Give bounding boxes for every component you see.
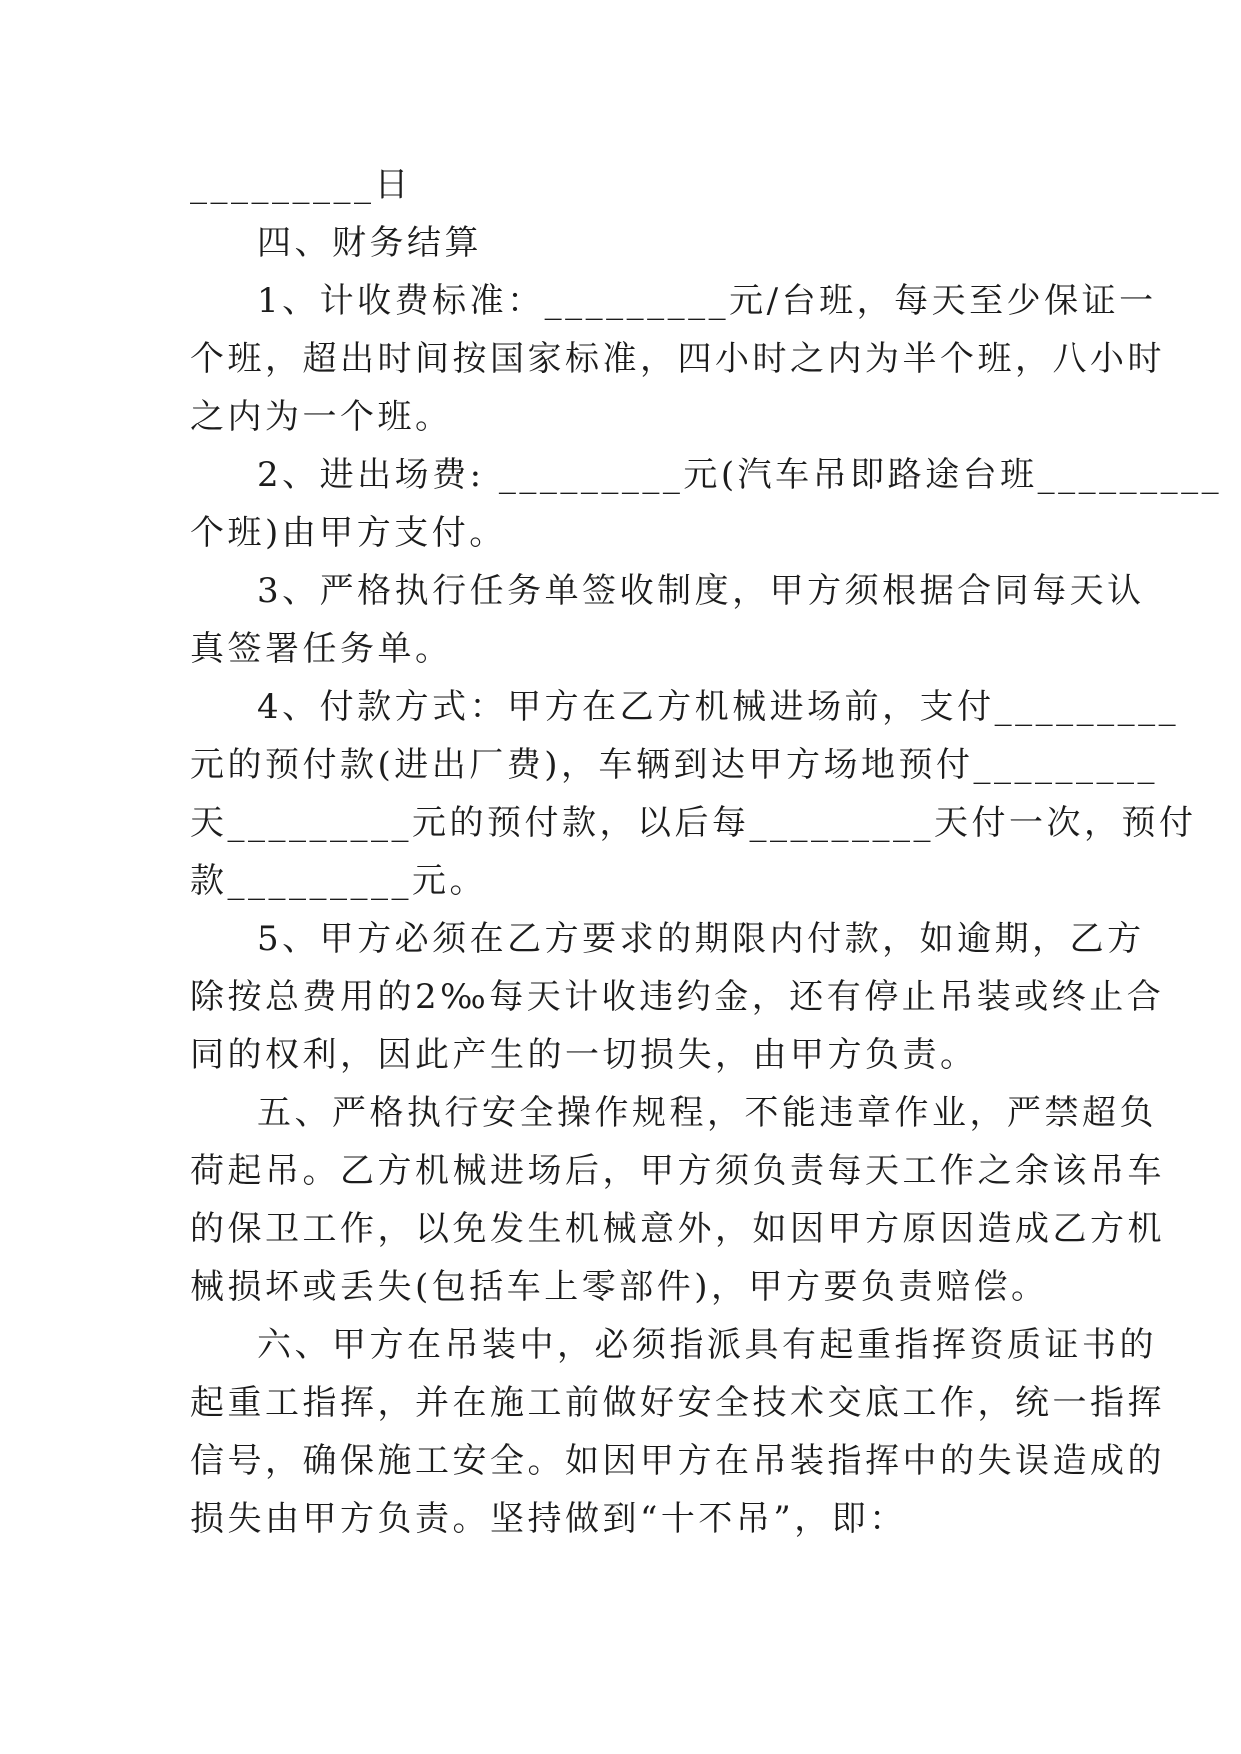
text-line: 械损坏或丢失(包括车上零部件)，甲方要负责赔偿。 [190,1267,1049,1307]
text-line: 同的权利，因此产生的一切损失，由甲方负责。 [190,1035,978,1075]
text-line: 2、进出场费: _________元(汽车吊即路途台班_________ [257,455,1223,495]
text-line: _________日 [190,165,412,205]
text-line: 信号，确保施工安全。如因甲方在吊装指挥中的失误造成的 [190,1441,1165,1481]
text-line: 真签署任务单。 [190,629,453,669]
text-line: 荷起吊。乙方机械进场后，甲方须负责每天工作之余该吊车 [190,1151,1165,1191]
text-line: 个班)由甲方支付。 [190,513,507,553]
text-line: 起重工指挥，并在施工前做好安全技术交底工作，统一指挥 [190,1383,1165,1423]
text-line: 的保卫工作，以免发生机械意外，如因甲方原因造成乙方机 [190,1209,1165,1249]
section-heading: 六、甲方在吊装中，必须指派具有起重指挥资质证书的 [257,1325,1157,1365]
text-line: 之内为一个班。 [190,397,453,437]
section-heading: 五、严格执行安全操作规程，不能违章作业，严禁超负 [257,1093,1157,1133]
text-line: 个班，超出时间按国家标准，四小时之内为半个班，八小时 [190,339,1165,379]
text-line: 款_________元。 [190,861,487,901]
text-line: 元的预付款(进出厂费)，车辆到达甲方场地预付_________ [190,745,1159,785]
text-line: 除按总费用的2‰每天计收违约金，还有停止吊装或终止合 [190,977,1165,1017]
text-line: 1、计收费标准：_________元/台班，每天至少保证一 [257,281,1157,321]
text-line: 损失由甲方负责。坚持做到“十不吊”，即： [190,1499,907,1539]
text-line: 4、付款方式：甲方在乙方机械进场前，支付_________ [257,687,1180,727]
text-line: 5、甲方必须在乙方要求的期限内付款，如逾期，乙方 [257,919,1145,959]
text-line: 天_________元的预付款，以后每_________天付一次，预付 [190,803,1197,843]
text-line: 3、严格执行任务单签收制度，甲方须根据合同每天认 [257,571,1145,611]
section-heading: 四、财务结算 [257,223,482,263]
